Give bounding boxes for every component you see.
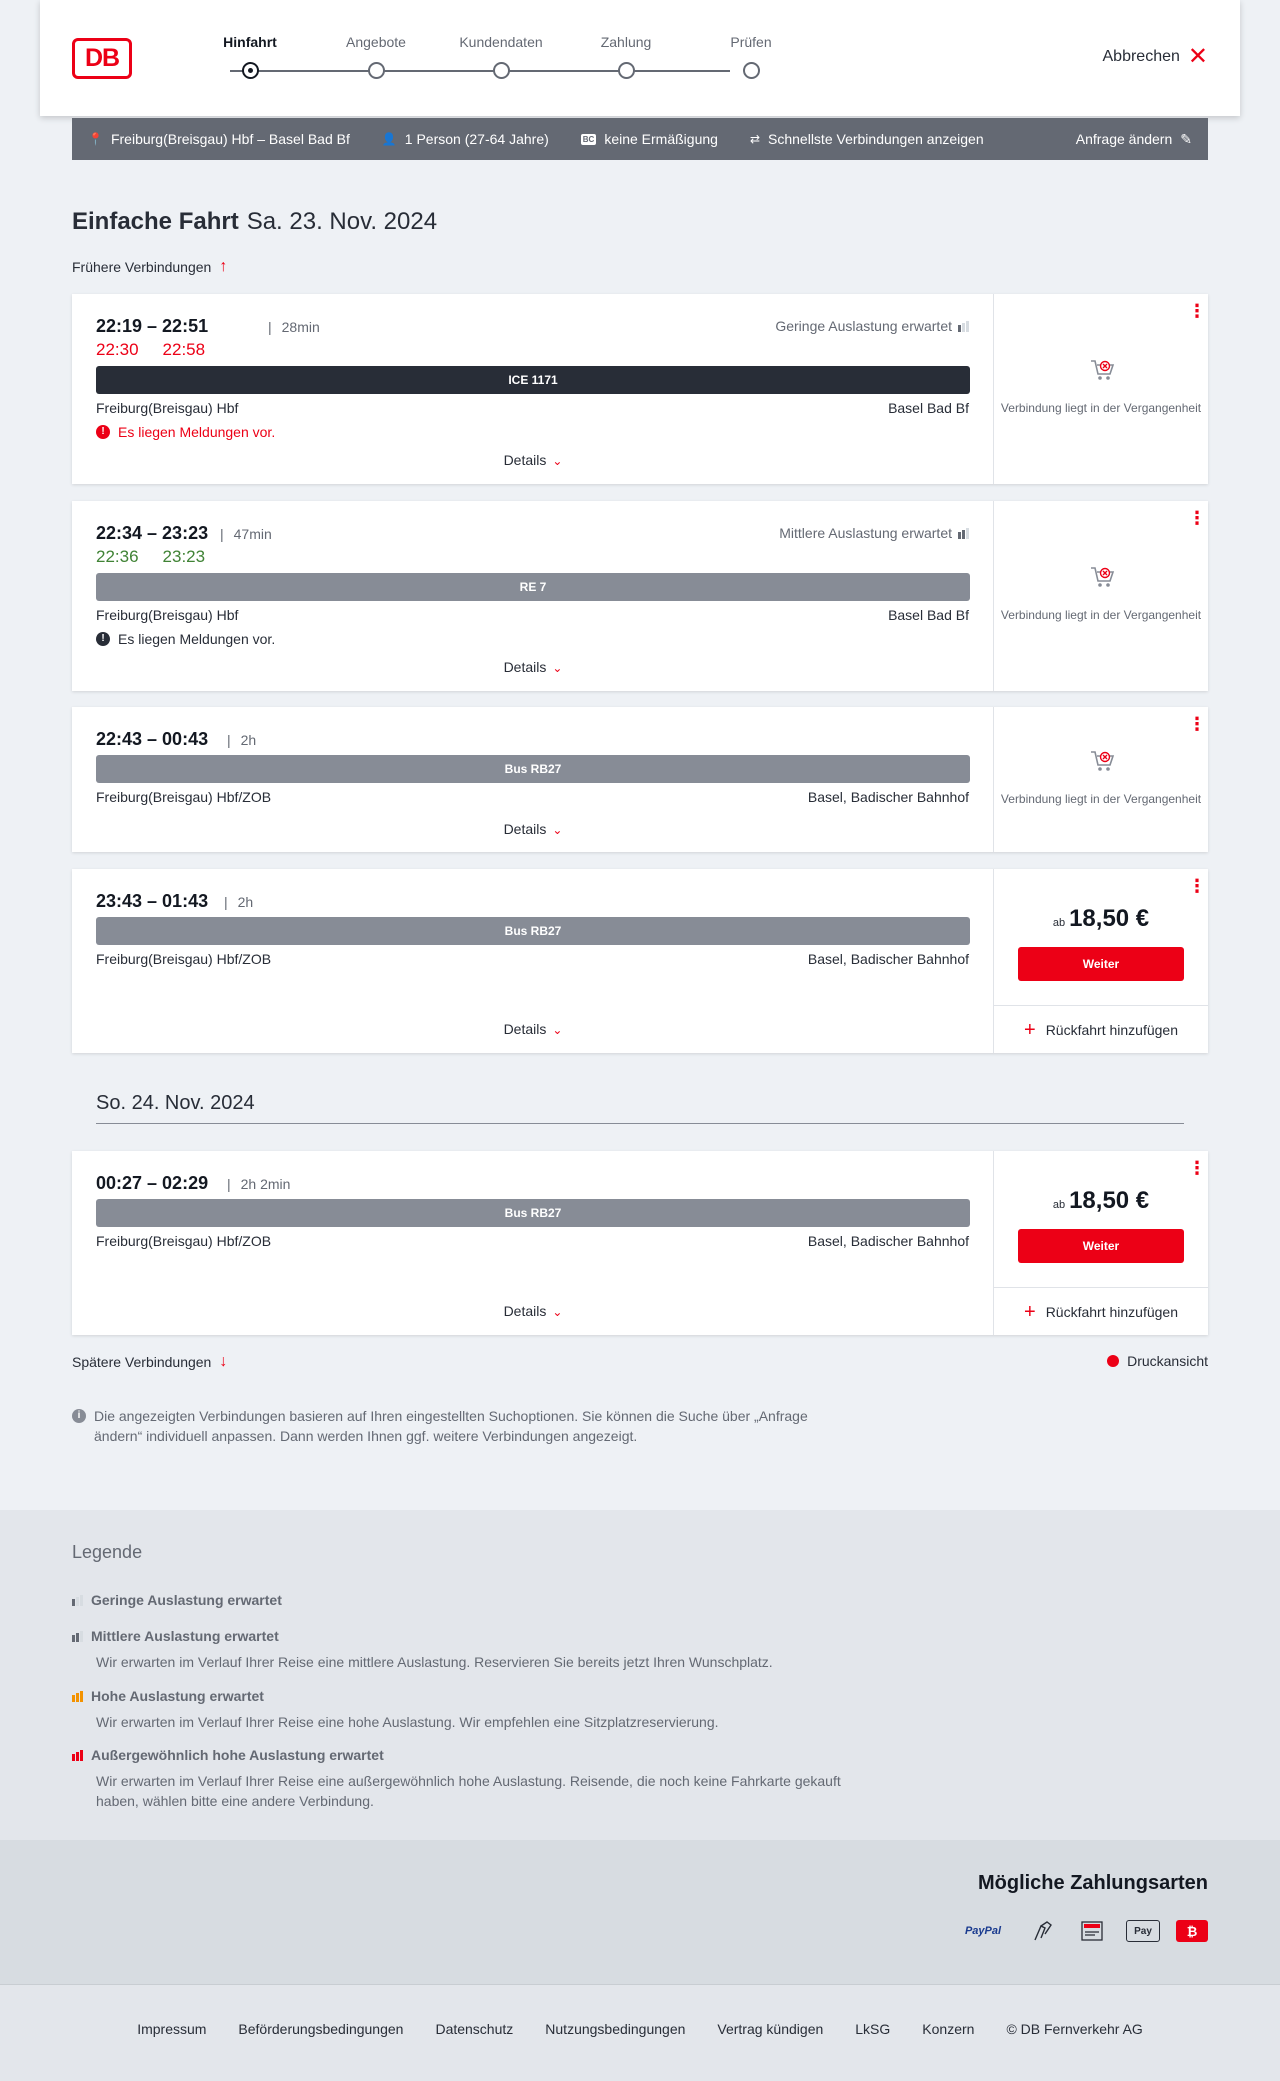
departure-station: Freiburg(Breisgau) Hbf bbox=[96, 607, 239, 623]
more-options-icon[interactable]: ⋮ bbox=[1188, 301, 1206, 321]
day-separator: So. 24. Nov. 2024 bbox=[96, 1092, 1184, 1124]
arrival-station: Basel, Badischer Bahnhof bbox=[807, 951, 969, 967]
paypal-icon: PayPal bbox=[964, 1925, 1002, 1937]
step-angebote: Angebote bbox=[313, 34, 439, 50]
offer-panel bbox=[994, 501, 1208, 691]
plus-icon: + bbox=[1024, 1300, 1036, 1323]
arrival-station: Basel, Badischer Bahnhof bbox=[807, 789, 969, 805]
past-connection-notice: Verbindung liegt in der Vergangenheit bbox=[1000, 401, 1202, 415]
train-bar[interactable]: ICE 1171 bbox=[96, 366, 970, 394]
later-connections-link[interactable]: Spätere Verbindungen ↓ bbox=[72, 1353, 228, 1370]
occupancy-low-icon bbox=[72, 1595, 83, 1606]
legend-item-high: Hohe Auslastung erwartet Wir erwarten im Verlauf Ihrer Reise eine hohe Auslastung. Wir empfehlen eine Sitzplatzreservierung. bbox=[72, 1688, 856, 1732]
past-connection-notice: Verbindung liegt in der Vergangenheit bbox=[1000, 792, 1202, 806]
connection-duration: | 47min bbox=[220, 526, 272, 542]
swap-arrows-icon: ⇄ bbox=[749, 132, 761, 146]
footer-link-impressum[interactable]: Impressum bbox=[137, 2021, 207, 2037]
chevron-down-icon: ⌄ bbox=[552, 823, 563, 837]
past-connection-notice: Verbindung liegt in der Vergangenheit bbox=[1000, 608, 1202, 622]
location-pin-icon: 📍 bbox=[88, 132, 103, 146]
connection-times: 22:19 – 22:51 bbox=[96, 316, 209, 336]
more-options-icon[interactable]: ⋮ bbox=[1188, 876, 1206, 896]
legend-section bbox=[0, 1510, 1280, 1840]
legend-title: Legende bbox=[72, 1542, 143, 1562]
details-toggle[interactable]: Details ⌄ bbox=[503, 659, 563, 675]
footer-link-lksg[interactable]: LkSG bbox=[855, 2021, 891, 2037]
connection-main[interactable] bbox=[72, 707, 994, 852]
price: ab 18,50 € bbox=[1052, 1187, 1150, 1214]
connection-times: 00:27 – 02:29 bbox=[96, 1173, 209, 1193]
disruption-message[interactable]: ! Es liegen Meldungen vor. bbox=[96, 424, 275, 440]
fastest-summary: ⇄ Schnellste Verbindungen anzeigen bbox=[749, 131, 984, 147]
add-return-button[interactable]: + Rückfahrt hinzufügen bbox=[994, 1287, 1208, 1335]
arrow-up-icon: ↑ bbox=[219, 258, 228, 275]
chevron-down-icon: ⌄ bbox=[552, 661, 563, 675]
db-payment-icon: ₿ bbox=[1176, 1920, 1208, 1942]
departure-station: Freiburg(Breisgau) Hbf/ZOB bbox=[96, 1233, 272, 1249]
connection-card bbox=[72, 501, 1208, 691]
legend-item-low: Geringe Auslastung erwartet bbox=[72, 1592, 282, 1608]
train-bar[interactable]: Bus RB27 bbox=[96, 755, 970, 783]
connection-duration: | 2h bbox=[224, 894, 253, 910]
route-summary: 📍 Freiburg(Breisgau) Hbf – Basel Bad Bf bbox=[88, 131, 350, 147]
connection-duration: | 2h bbox=[227, 732, 256, 748]
print-view-link[interactable]: Druckansicht bbox=[1107, 1353, 1208, 1369]
print-icon bbox=[1107, 1355, 1119, 1367]
db-logo[interactable]: DB bbox=[72, 38, 132, 79]
pencil-icon: ✎ bbox=[1180, 130, 1192, 147]
disruption-message[interactable]: ! Es liegen Meldungen vor. bbox=[96, 631, 275, 647]
connection-card bbox=[72, 869, 1208, 1053]
footer-copyright: © DB Fernverkehr AG bbox=[1006, 2021, 1143, 2037]
footer-links bbox=[0, 2021, 1280, 2037]
footer-link-konzern[interactable]: Konzern bbox=[922, 2021, 975, 2037]
earlier-connections-link[interactable]: Frühere Verbindungen ↑ bbox=[72, 258, 228, 275]
price: ab 18,50 € bbox=[1052, 905, 1150, 932]
connection-main[interactable] bbox=[72, 1151, 994, 1335]
occupancy-medium-icon bbox=[72, 1631, 83, 1642]
cart-unavailable-icon bbox=[1088, 747, 1116, 775]
arrival-station: Basel Bad Bf bbox=[888, 607, 969, 623]
step-kundendaten: Kundendaten bbox=[438, 34, 564, 50]
chevron-down-icon: ⌄ bbox=[552, 1305, 563, 1319]
occupancy-high-icon bbox=[72, 1691, 83, 1702]
more-options-icon[interactable]: ⋮ bbox=[1188, 714, 1206, 734]
details-toggle[interactable]: Details ⌄ bbox=[503, 821, 563, 837]
edit-request-button[interactable]: Anfrage ändern ✎ bbox=[1075, 130, 1192, 147]
progress-stepper bbox=[210, 34, 772, 94]
cancel-label: Abbrechen bbox=[1102, 48, 1180, 65]
discount-summary: BC keine Ermäßigung bbox=[582, 131, 718, 147]
occupancy-medium-icon bbox=[958, 528, 969, 539]
add-return-button[interactable]: + Rückfahrt hinzufügen bbox=[994, 1005, 1208, 1053]
occupancy-extreme-icon bbox=[72, 1750, 83, 1761]
details-toggle[interactable]: Details ⌄ bbox=[503, 1021, 563, 1037]
legend-item-extreme: Außergewöhnlich hohe Auslastung erwartet Wir erwarten im Verlauf Ihrer Reise eine außergewöhnlich hohe Auslastung. Reisende, die noch keine Fahrkarte gekauft haben, wählen bitte eine andere Verbindung. bbox=[72, 1747, 856, 1811]
search-info-note: i Die angezeigten Verbindungen basieren auf Ihren eingestellten Suchoptionen. Sie können die Suche über „Anfrage ändern“ individuell anpassen. Dann werden Ihnen ggf. weitere Verbindungen angezeigt. bbox=[72, 1406, 852, 1446]
sepa-icon bbox=[1080, 1920, 1106, 1942]
connection-card bbox=[72, 707, 1208, 852]
legend-item-medium: Mittlere Auslastung erwartet Wir erwarten im Verlauf Ihrer Reise eine mittlere Auslastung. Reservieren Sie bereits jetzt Ihren Wunschplatz. bbox=[72, 1628, 856, 1672]
departure-station: Freiburg(Breisgau) Hbf/ZOB bbox=[96, 789, 272, 805]
cancel-button[interactable] bbox=[1102, 43, 1209, 70]
arrival-station: Basel Bad Bf bbox=[888, 400, 969, 416]
connection-card bbox=[72, 294, 1208, 484]
plus-icon: + bbox=[1024, 1018, 1036, 1041]
train-bar[interactable]: Bus RB27 bbox=[96, 917, 970, 945]
search-summary-bar bbox=[72, 118, 1208, 160]
connection-times: 22:43 – 00:43 bbox=[96, 729, 209, 749]
connection-duration: | 28min bbox=[268, 319, 320, 335]
persons-summary: 👤 1 Person (27-64 Jahre) bbox=[381, 131, 549, 147]
connection-card bbox=[72, 1151, 1208, 1335]
step-dot bbox=[618, 62, 635, 79]
connection-main[interactable] bbox=[72, 294, 994, 484]
departure-station: Freiburg(Breisgau) Hbf/ZOB bbox=[96, 951, 272, 967]
step-pruefen: Prüfen bbox=[688, 34, 814, 50]
arrow-down-icon: ↓ bbox=[219, 1353, 228, 1370]
step-hinfahrt: Hinfahrt bbox=[187, 34, 313, 50]
offer-panel bbox=[994, 1151, 1208, 1335]
chevron-down-icon: ⌄ bbox=[552, 1023, 563, 1037]
info-icon: i bbox=[72, 1409, 86, 1423]
footer-link-kuendigen[interactable]: Vertrag kündigen bbox=[717, 2021, 824, 2037]
cart-unavailable-icon bbox=[1088, 563, 1116, 591]
page-title: Einfache Fahrt Sa. 23. Nov. 2024 bbox=[72, 208, 438, 235]
connection-main[interactable] bbox=[72, 869, 994, 1053]
offer-panel bbox=[994, 869, 1208, 1053]
more-options-icon[interactable]: ⋮ bbox=[1188, 1158, 1206, 1178]
offer-panel bbox=[994, 707, 1208, 852]
step-dot bbox=[743, 62, 760, 79]
payment-title: Mögliche Zahlungsarten bbox=[977, 1872, 1208, 1894]
person-icon: 👤 bbox=[381, 132, 397, 146]
footer-link-nutzung[interactable]: Nutzungsbedingungen bbox=[545, 2021, 686, 2037]
step-dot bbox=[242, 62, 259, 79]
credit-card-icon bbox=[1030, 1920, 1056, 1942]
continue-button[interactable]: Weiter bbox=[1018, 1229, 1184, 1263]
details-toggle[interactable]: Details ⌄ bbox=[503, 1303, 563, 1319]
step-dot bbox=[493, 62, 510, 79]
step-zahlung: Zahlung bbox=[563, 34, 689, 50]
chevron-down-icon: ⌄ bbox=[552, 454, 563, 468]
train-bar[interactable]: RE 7 bbox=[96, 573, 970, 601]
realtime-times: 22:30 22:58 bbox=[96, 340, 206, 359]
connection-times: 22:34 – 23:23 bbox=[96, 523, 209, 543]
offer-panel bbox=[994, 294, 1208, 484]
arrival-station: Basel, Badischer Bahnhof bbox=[807, 1233, 969, 1249]
top-header bbox=[40, 0, 1240, 116]
more-options-icon[interactable]: ⋮ bbox=[1188, 508, 1206, 528]
connection-times: 23:43 – 01:43 bbox=[96, 891, 209, 911]
alert-icon: ! bbox=[96, 425, 110, 439]
realtime-times: 22:36 23:23 bbox=[96, 547, 206, 566]
bahncard-icon: BC bbox=[582, 134, 595, 144]
close-icon: ✕ bbox=[1187, 43, 1208, 70]
step-dot bbox=[368, 62, 385, 79]
connection-duration: | 2h 2min bbox=[227, 1176, 290, 1192]
apple-pay-icon: Pay bbox=[1126, 1920, 1160, 1942]
occupancy-info: Mittlere Auslastung erwartet bbox=[779, 525, 969, 541]
occupancy-low-icon bbox=[958, 321, 969, 332]
footer bbox=[0, 1984, 1280, 2081]
page-date: Sa. 23. Nov. 2024 bbox=[246, 208, 438, 235]
train-bar[interactable]: Bus RB27 bbox=[96, 1199, 970, 1227]
footer-link-datenschutz[interactable]: Datenschutz bbox=[435, 2021, 514, 2037]
departure-station: Freiburg(Breisgau) Hbf bbox=[96, 400, 239, 416]
footer-link-befoerderung[interactable]: Beförderungsbedingungen bbox=[238, 2021, 404, 2037]
cart-unavailable-icon bbox=[1088, 356, 1116, 384]
payment-methods-section bbox=[0, 1840, 1280, 1984]
connection-main[interactable] bbox=[72, 501, 994, 691]
stepper-line bbox=[230, 70, 730, 72]
alert-icon: ! bbox=[96, 632, 110, 646]
continue-button[interactable]: Weiter bbox=[1018, 947, 1184, 981]
occupancy-info: Geringe Auslastung erwartet bbox=[775, 318, 969, 334]
details-toggle[interactable]: Details ⌄ bbox=[503, 452, 563, 468]
